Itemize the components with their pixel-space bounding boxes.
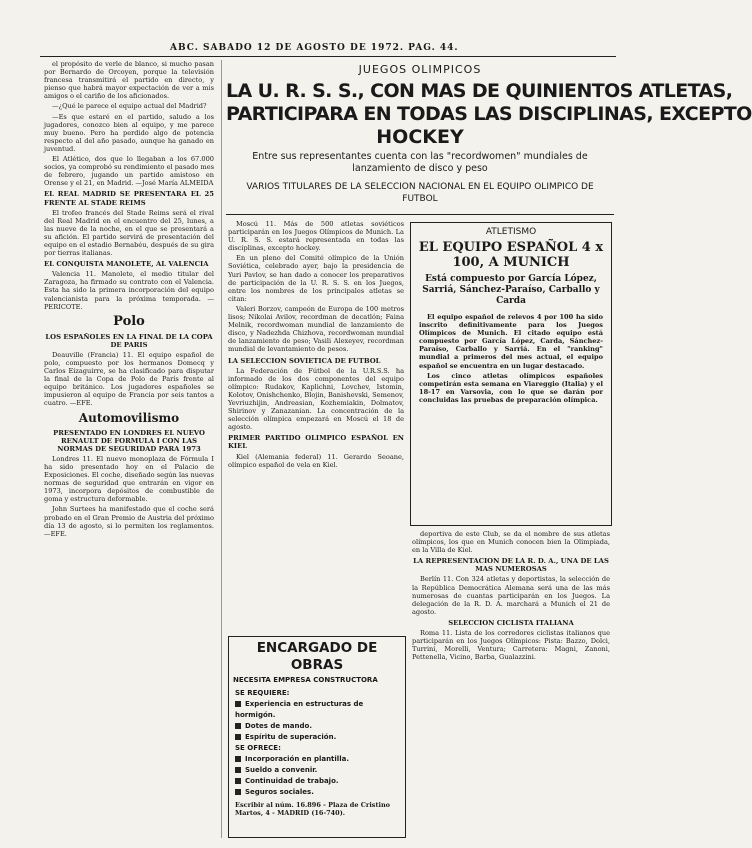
left-column-divider (221, 60, 222, 838)
requirements-label: SE REQUIERE: (235, 689, 290, 697)
polo-body: Deauville (Francia) 11. El equipo español de polo, compuesto por los hermanos Domecq y Carlos Eizaguirre, se ha clasificado para disputar la final de la Copa de Polo de París frente al equipo británico. Los jugadores españoles se impusieron al equipo de Francia por seis tantos a cuatro. —EFE. (44, 350, 214, 408)
classified-ad (228, 636, 406, 838)
spain-kiel-body: Kiel (Alemania federal) 11. Gerardo Seoane, olímpico español de vela en Kiel. (228, 452, 404, 469)
requirement-item: Experiencia en estructuras de hormigón. (235, 700, 364, 719)
olympics-paragraph: En un pleno del Comité olímpico de la Unión Soviética, celebrado ayer, bajo la presidencia de Yuri Pavlov, se han dado a conocer los preparativos de participación de la U. R. S. S. en los Juegos, entre los nombres de los principales atletas se citan: (228, 254, 404, 303)
valencia-headline: EL CONQUISTA MANOLETE, AL VALENCIA (44, 260, 209, 269)
offer-item: Incorporación en plantilla. (235, 754, 399, 765)
offer-item: Sueldo a convenir. (235, 765, 399, 776)
right-column (412, 530, 610, 840)
olympics-kicker: JUEGOS OLIMPICOS (358, 63, 482, 76)
polo-headline: LOS ESPAÑOLES EN LA FINAL DE LA COPA DE PARIS (45, 332, 213, 349)
rda-body: Berlín 11. Con 324 atletas y deportistas, la selección de la República Democrática Alemana será una de las más numerosas de cuantas participarán en los Juegos. La delegación de la R. D. A. marchará a Munich el 21 de agosto. (412, 575, 610, 616)
left-paragraph: —Es que estaré en el partido, saludo a los jugadores, conozco bien al equipo, y me parece muy bueno. Pero ha perdido algo de potencia respecto al del año pasado, aunque ha ganado en juventud. (44, 112, 214, 153)
athletics-body (419, 313, 603, 404)
offer-item: Continuidad de trabajo. (235, 776, 399, 787)
olympics-rule (226, 214, 614, 215)
left-paragraph: —¿Qué le parece el equipo actual del Madrid? (52, 102, 207, 111)
olympics-subdeck: VARIOS TITULARES DE LA SELECCION NACIONAL EN EL EQUIPO OLIMPICO DE FUTBOL (246, 182, 594, 204)
athletics-paragraph: Los cinco atletas olímpicos españoles competirán esta semana en Viareggio (Italia) y el 18-17 en Varsovia, con lo que se darán por concluidas las pruebas de preparación olímpica. (419, 371, 603, 404)
olympics-headline-line-1: LA U. R. S. S., CON MAS DE QUINIENTOS ATLETAS, (226, 80, 733, 102)
polo-section-title: Polo (113, 313, 145, 329)
athletics-label: ATLETISMO (485, 227, 537, 237)
athletics-box (410, 222, 612, 526)
classified-title: ENCARGADO DE OBRAS (256, 640, 378, 673)
olympics-headline-line-3: HOCKEY (376, 126, 464, 148)
olympics-deck: Entre sus representantes cuenta con las "recordwomen" mundiales de lanzamiento de disco y peso (252, 151, 588, 174)
football-headline: LA SELECCION SOVIETICA DE FUTBOL (228, 356, 381, 365)
real-madrid-headline: EL REAL MADRID SE PRESENTARA EL 25 FRENTE AL STADE REIMS (44, 190, 214, 207)
left-paragraph: Valencia 11. Manolete, el medio titular del Zaragoza, ha firmado su contrato con el Valencia. Esta ha sido la primera incorporación del equipo valencianista para la próxima temporada. —PERICOTE. (44, 270, 214, 311)
offer-item: Seguros sociales. (235, 787, 399, 798)
rda-headline: LA REPRESENTACION DE LA R. D. A., UNA DE LAS MAS NUMEROSAS (413, 557, 609, 574)
spain-kiel-headline: PRIMER PARTIDO OLIMPICO ESPAÑOL EN KIEL (228, 434, 404, 451)
italy-cycling-headline: SELECCION CICLISTA ITALIANA (448, 618, 574, 627)
classified-contact: Escribir al núm. 16.896 - Plaza de Cristino Martos, 4 - MADRID (16-740). (235, 801, 391, 817)
athletics-paragraph: El equipo español de relevos 4 por 100 ha sido inscrito definitivamente para los Juegos Olímpicos de Munich. El citado equipo está compuesto por García López, Carda, Sánchez-Paraíso, Carballo y Sarriá. En el "ranking" mundial a primeros del mes actual, el equipo español se encuentra en un lugar destacado. (419, 313, 603, 370)
athletics-subtitle: Está compuesto por García López, Sarriá, Sánchez-Paraíso, Carballo y Carda (422, 274, 600, 306)
olympics-paragraph: Valeri Borzov, campeón de Europa de 100 metros lisos; Nikolai Avilov, recordman de decatlón; Faina Melnik, recordwoman mundial de lanzamiento de disco, y Nadezhda Chizhova, recordwoman mundial de lanzamiento de peso; Vasili Alexeyev, recordman mundial de levantamiento de pesos. (228, 304, 404, 354)
olympics-headline-line-2: PARTICIPARA EN TODAS LAS DISCIPLINAS, EXCEPTO (226, 103, 752, 125)
left-paragraph: el propósito de verle de blanco, si mucho pasan por Bernardo de Orcoyen, porque la televisión francesa transmitirá el partido en directo, y pienso que habrá mayor expectación de ver a mis amigos o el cariño de los aficionados. (44, 60, 214, 101)
offer-label: SE OFRECE: (235, 744, 281, 752)
football-body: La Federación de Fútbol de la U.R.S.S. ha informado de los dos componentes del equipo olímpico: Rudakov, Kaplichni, Lovchev, Istomin, Kolotov, Onishchenko, Blojin, Banishevski, Semenov, Yevriuzhijin, Andreasian, Kozhemiakin, Dolmatov, Shirinov y Zanazanian. La concentración de la selección olímpica empezará en Moscú el 18 de agosto. (228, 366, 404, 432)
left-column (44, 60, 214, 840)
motorsport-body: Londres 11. El nuevo monoplaza de Fórmula I ha sido presentado hoy en el Palacio de Exposiciones. El coche, diseñado según las nuevas normas de seguridad que entrarán en vigor en 1973, incorpora depósitos de combustible de goma y estructura deformable. (44, 454, 214, 504)
left-paragraph: El Atlético, dos que lo llegaban a los 67.000 socios, ya comprobó su rendimiento el pasado mes de febrero, jugando un partido amistoso en Orense y el 21, en Madrid. —José María ALMEIDA (44, 155, 214, 188)
olympics-body-column (228, 220, 404, 630)
right-paragraph: deportiva de este Club, se da el nombre de sus atletas olímpicos, los que en Munich conocen bien la Olimpiada, en la Villa de Kiel. (412, 530, 610, 555)
requirement-item: Dotes de mando. (235, 721, 399, 732)
motorsport-section-title: Automovilismo (78, 410, 180, 425)
olympics-paragraph: Moscú 11. Más de 500 atletas soviéticos participarán en los Juegos Olímpicos de Munich. La U. R. S. S. estará representada en todas las disciplinas, excepto hockey. (228, 220, 404, 253)
left-paragraph: El trofeo francés del Stade Reims será el rival del Real Madrid en el encuentro del 25, lunes, a las nueve de la noche, en el que se presentará a su afición. El partido servirá de presentación del equipo en el estadio Bernabéu, después de su gira por tierras italianas. (44, 208, 214, 258)
athletics-title: EL EQUIPO ESPAÑOL 4 x 100, A MUNICH (418, 240, 604, 270)
header-rule (40, 56, 616, 57)
requirement-item: Espíritu de superación. (235, 732, 399, 743)
italy-cycling-body: Roma 11. Lista de los corredores ciclistas italianos que participarán en los Juegos Olímpicos: Pista: Bazzo, Dolci, Turrini, Morelli, Ventura; Carretera: Magni, Zanoni, Pettenella, Vicino, Barba, Gualazzini. (412, 629, 610, 662)
classified-subtitle: NECESITA EMPRESA CONSTRUCTORA (233, 676, 378, 684)
page-header: ABC. SABADO 12 DE AGOSTO DE 1972. PAG. 44. (170, 43, 459, 53)
renault-headline: PRESENTADO EN LONDRES EL NUEVO RENAULT DE FORMULA I CON LAS NORMAS DE SEGURIDAD PARA 1973 (53, 428, 205, 453)
motorsport-body: John Surtees ha manifestado que el coche será probado en el Gran Premio de Austria del próximo día 13 de agosto, si lo permiten los reglamentos. —EFE. (44, 505, 214, 538)
